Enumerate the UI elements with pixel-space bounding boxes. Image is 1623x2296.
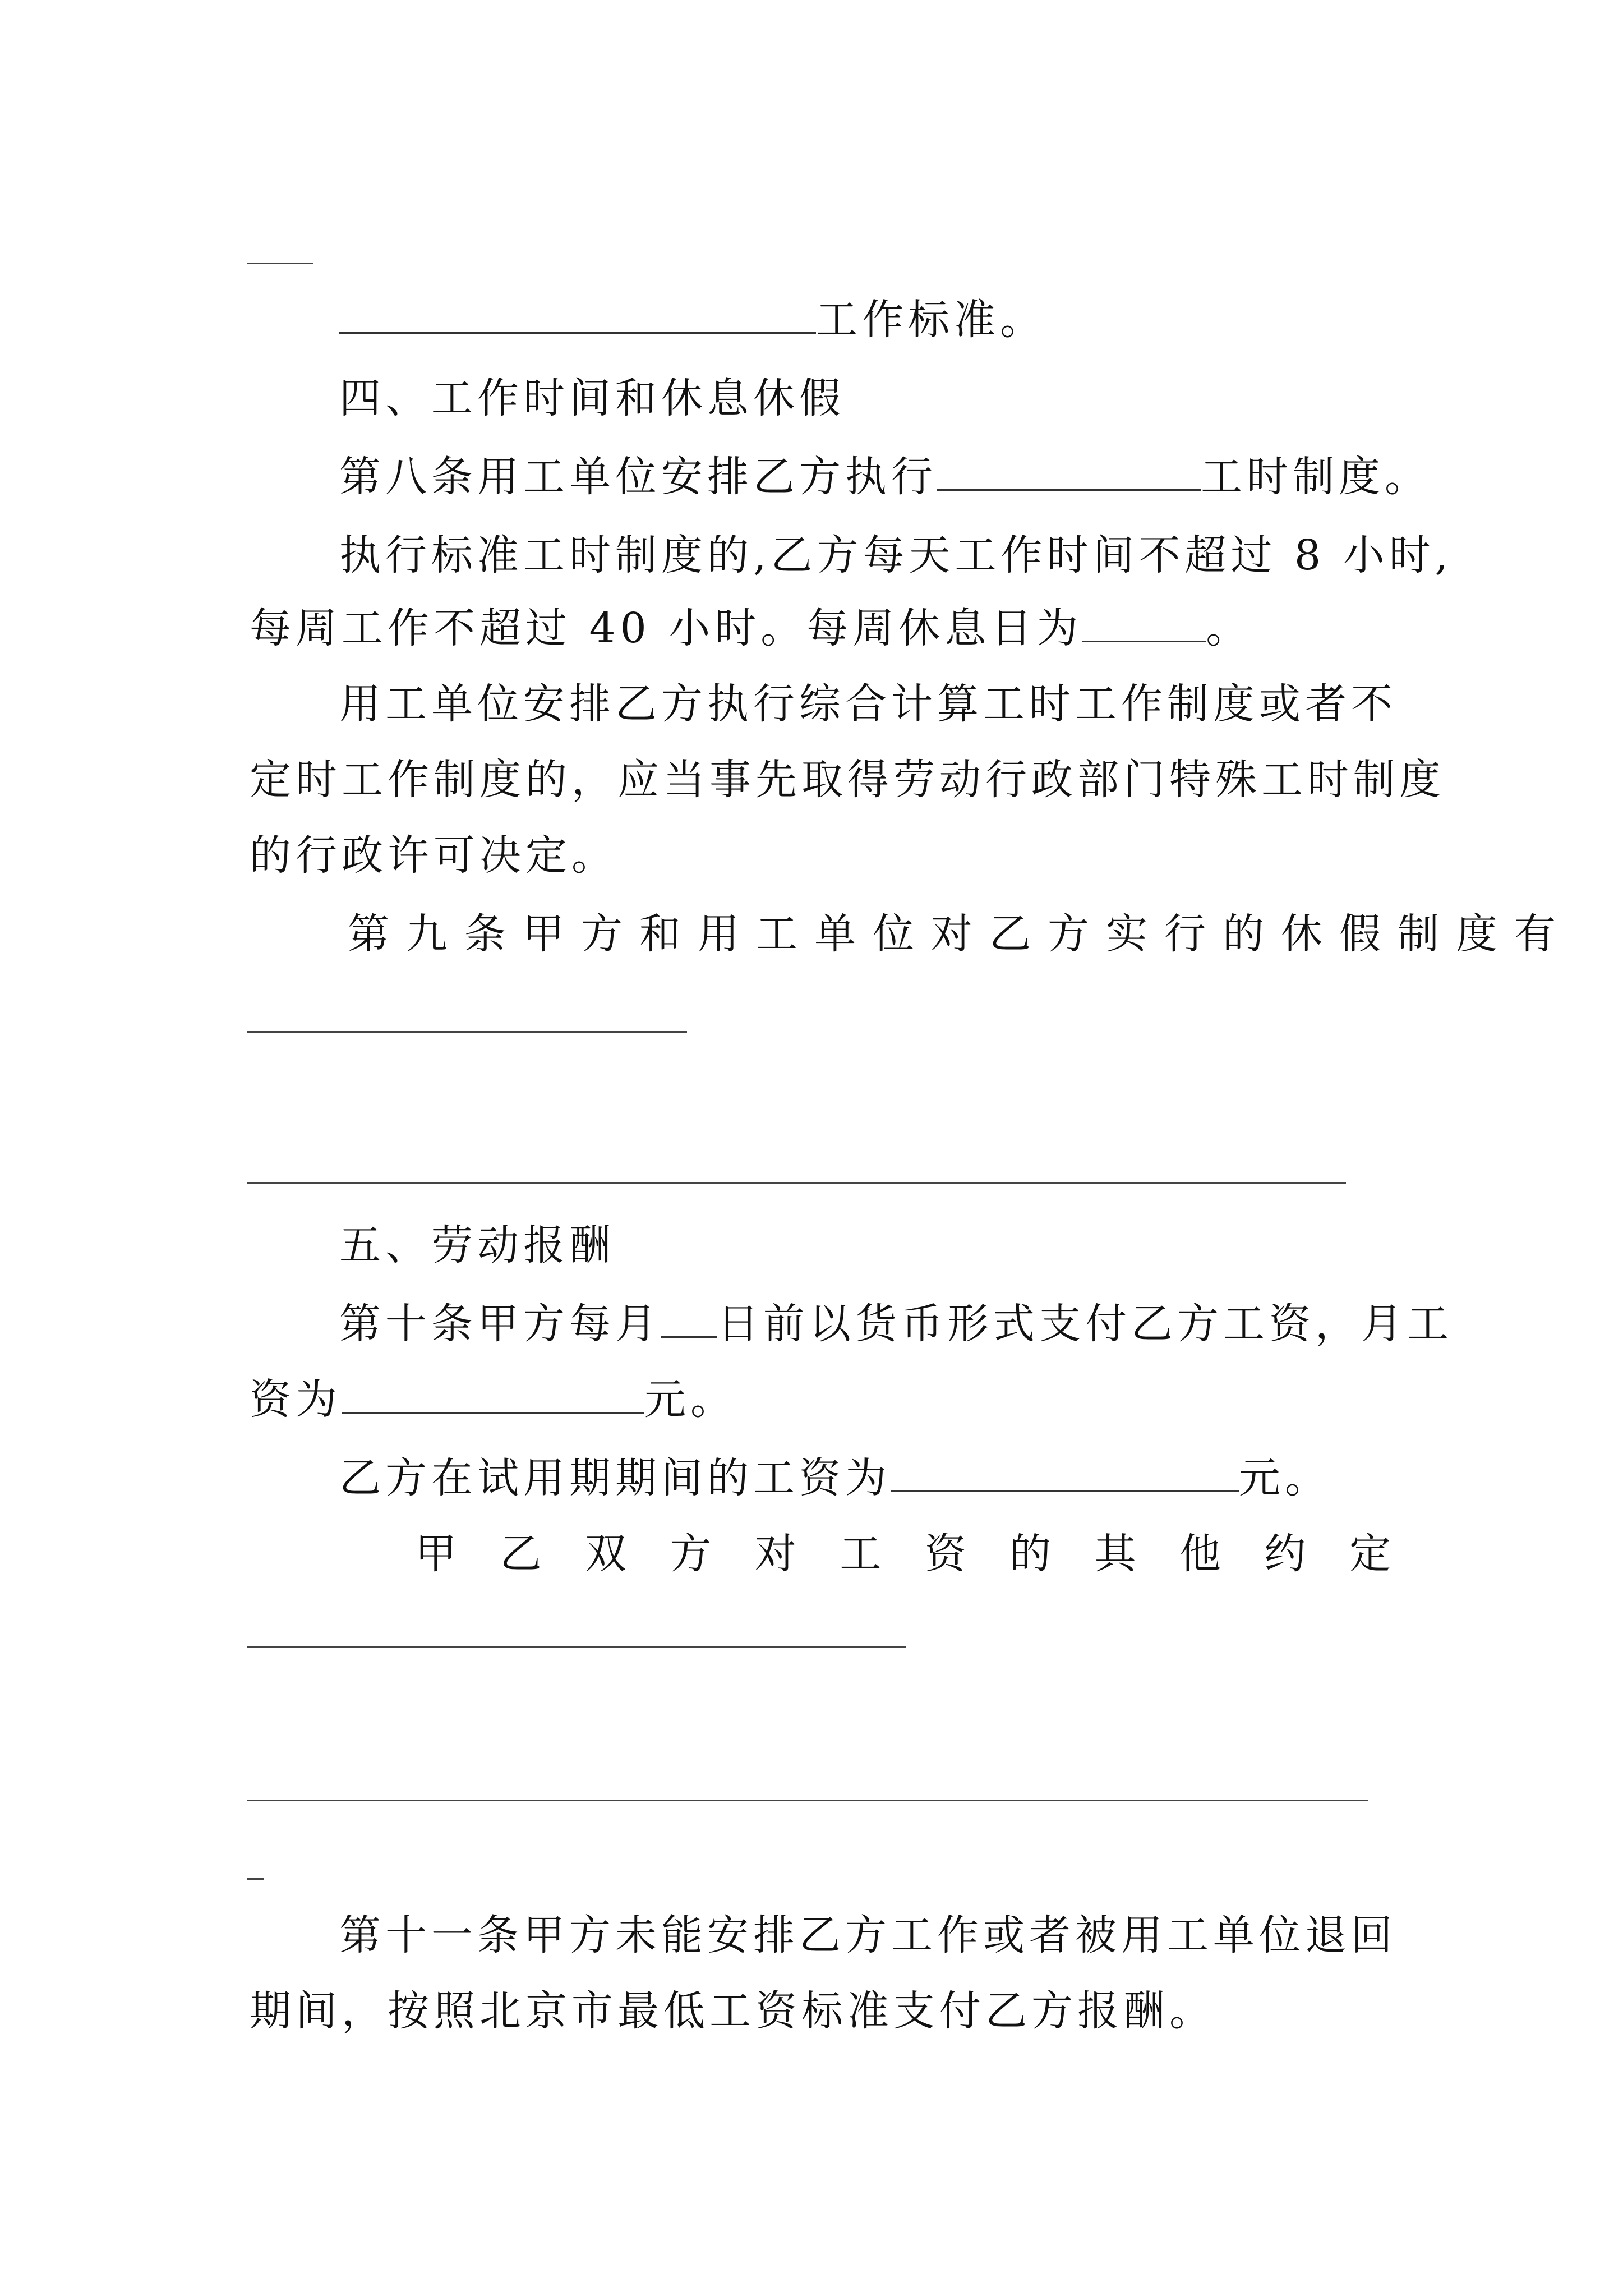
char: 其 xyxy=(1094,1530,1136,1578)
text: 第十条甲方每月 xyxy=(339,1300,661,1348)
char: 工 xyxy=(840,1530,882,1578)
paragraph-line: 第十一条甲方未能安排乙方工作或者被用工单位退回 xyxy=(339,1911,1397,1959)
char: 甲 xyxy=(415,1530,457,1578)
paragraph-line: 执行标准工时制度的,乙方每天工作时间不超过 8 小时, xyxy=(339,531,1453,579)
text: 工作标准。 xyxy=(816,296,1046,344)
paragraph-line xyxy=(250,600,1252,656)
text: 日前以货币形式支付乙方工资，月工 xyxy=(717,1300,1453,1348)
paragraph-line xyxy=(339,449,1431,505)
char: 资 xyxy=(924,1530,966,1578)
char: 他 xyxy=(1179,1530,1221,1578)
text: 工时制度。 xyxy=(1201,453,1431,501)
blank-line xyxy=(247,263,313,264)
char: 对 xyxy=(754,1530,796,1578)
fill-blank xyxy=(342,1373,644,1414)
fill-blank xyxy=(661,1297,717,1338)
fill-blank xyxy=(339,293,816,334)
section-heading: 五、劳动报酬 xyxy=(339,1221,615,1269)
blank-line xyxy=(247,1878,264,1880)
paragraph-line xyxy=(339,1450,1331,1506)
text: 。 xyxy=(1206,604,1252,652)
blank-line xyxy=(247,1182,1346,1184)
fill-blank xyxy=(937,450,1201,491)
text: 每周工作不超过 40 小时。每周休息日为 xyxy=(250,604,1083,652)
blank-line xyxy=(247,1800,1368,1801)
fill-blank xyxy=(1082,601,1206,642)
text: 第八条用工单位安排乙方执行 xyxy=(339,453,937,501)
text: 资为 xyxy=(250,1375,342,1424)
blank-line xyxy=(247,1031,687,1033)
paragraph-line: 用工单位安排乙方执行综合计算工时工作制度或者不 xyxy=(339,680,1397,728)
spaced-paragraph-line xyxy=(415,1526,1391,1582)
paragraph-line: 的行政许可决定。 xyxy=(250,831,617,880)
paragraph-line xyxy=(250,1372,736,1428)
paragraph-line xyxy=(339,292,1046,348)
blank-line xyxy=(247,1646,906,1648)
fill-blank xyxy=(891,1451,1239,1492)
paragraph-line: 第九条甲方和用工单位对乙方实行的休假制度有 xyxy=(348,910,1573,958)
char: 方 xyxy=(670,1530,712,1578)
char: 双 xyxy=(584,1530,626,1578)
paragraph-line: 期间，按照北京市最低工资标准支付乙方报酬。 xyxy=(250,1987,1215,2035)
text: 乙方在试用期期间的工资为 xyxy=(339,1454,891,1502)
char: 乙 xyxy=(500,1530,542,1578)
paragraph-line xyxy=(339,1296,1453,1352)
text: 元。 xyxy=(644,1375,736,1424)
text: 元。 xyxy=(1239,1454,1331,1502)
section-heading: 四、工作时间和休息休假 xyxy=(339,374,845,422)
paragraph-line: 定时工作制度的，应当事先取得劳动行政部门特殊工时制度 xyxy=(250,756,1445,804)
char: 定 xyxy=(1349,1530,1391,1578)
char: 约 xyxy=(1264,1530,1306,1578)
char: 的 xyxy=(1009,1530,1052,1578)
